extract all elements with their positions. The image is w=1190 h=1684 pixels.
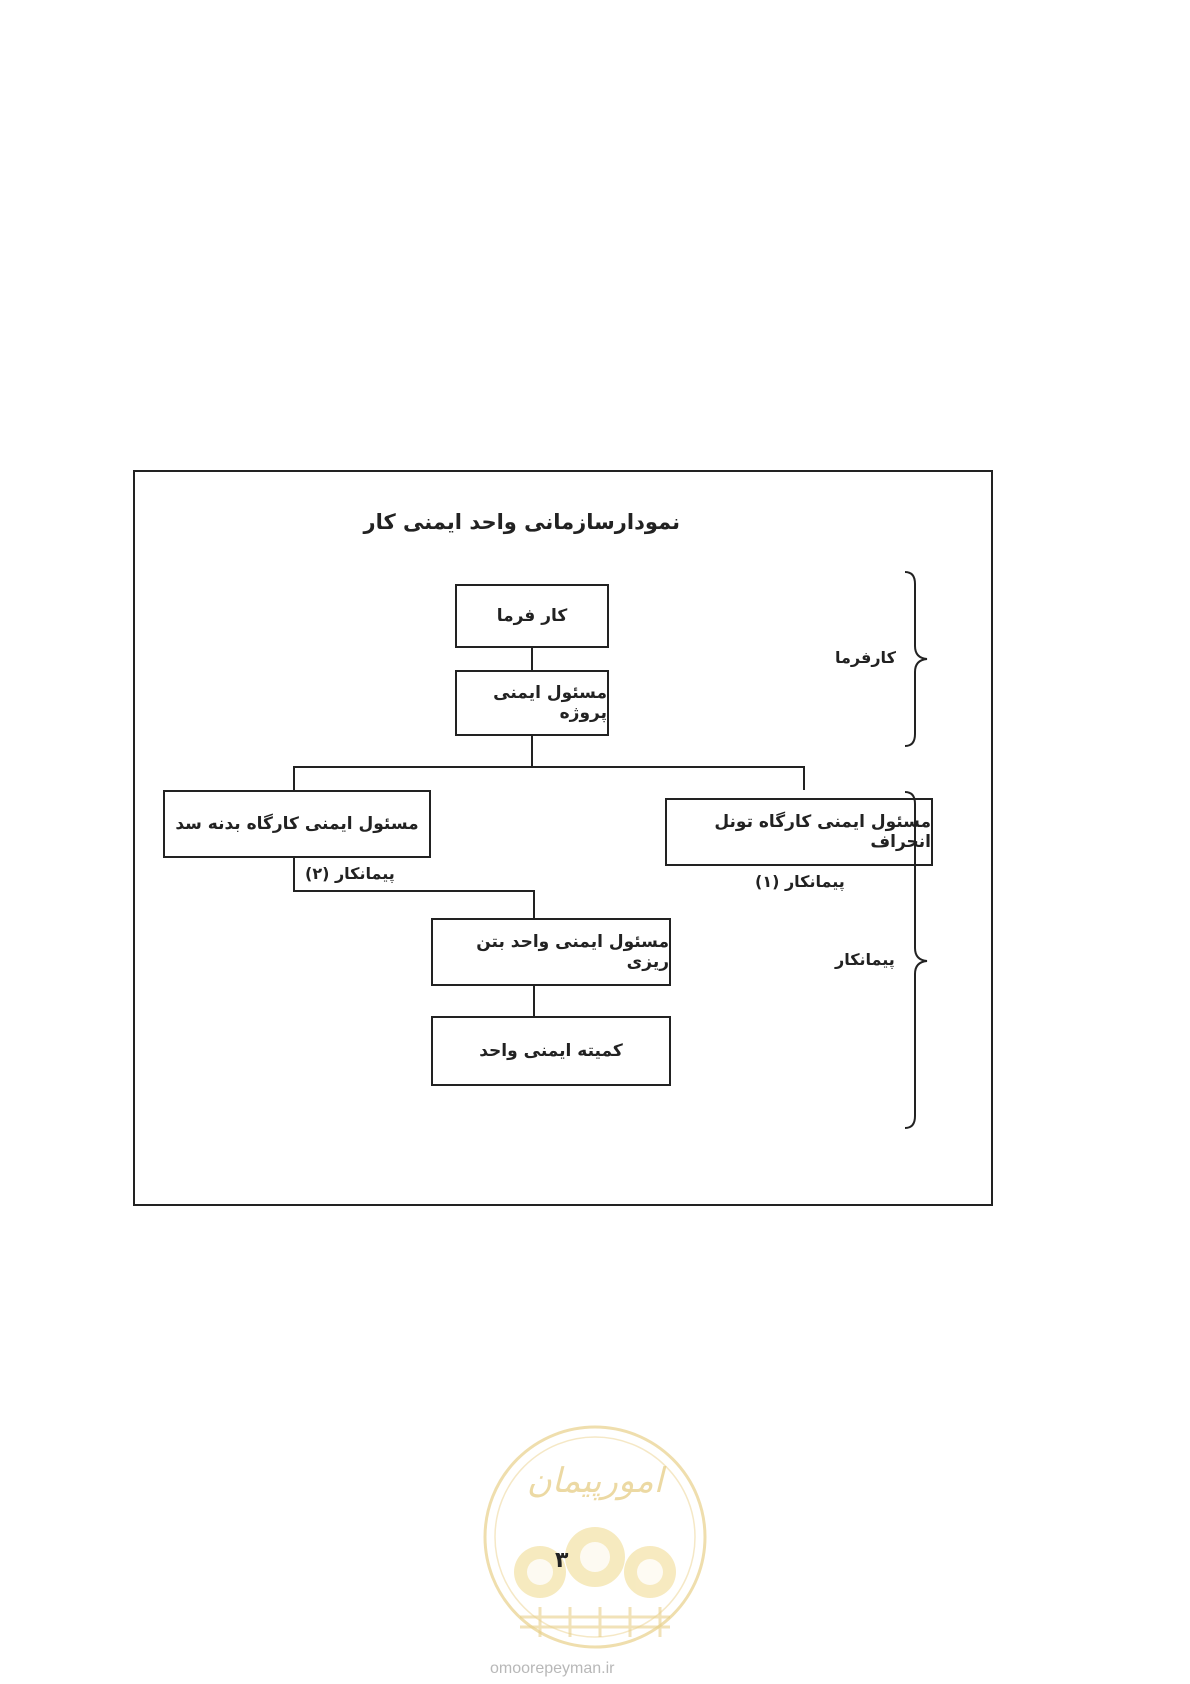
contractor-1-label: پیمانکار (۱) — [755, 872, 845, 891]
org-chart-title: نمودارسازمانی واحد ایمنی کار — [363, 510, 680, 534]
connector-line — [531, 648, 533, 670]
contractor-brace-icon — [903, 790, 933, 1130]
concrete-unit-safety-box: مسئول ایمنی واحد بتن ریزی — [431, 918, 671, 986]
project-safety-box: مسئول ایمنی پروژه — [455, 670, 609, 736]
omoorepeyman-seal-icon — [480, 1422, 710, 1652]
connector-line — [803, 766, 805, 790]
connector-line — [293, 858, 295, 892]
watermark-url: omoorepeyman.ir — [490, 1660, 615, 1677]
connector-line — [533, 986, 535, 1016]
employer-brace-icon — [903, 570, 933, 748]
connector-line — [293, 890, 535, 892]
contractor-2-label: پیمانکار (۲) — [305, 864, 395, 883]
connector-line — [293, 766, 805, 768]
contractor-group-label: پیمانکار — [835, 950, 895, 969]
svg-text:امورپیمان: امورپیمان — [526, 1461, 664, 1501]
org-chart-frame — [133, 470, 993, 1206]
connector-line — [293, 766, 295, 790]
dam-body-safety-box: مسئول ایمنی کارگاه بدنه سد — [163, 790, 431, 858]
unit-committee-box: کمیته ایمنی واحد — [431, 1016, 671, 1086]
tunnel-safety-box: مسئول ایمنی کارگاه تونل انحراف — [665, 798, 933, 866]
connector-line — [533, 890, 535, 918]
employer-group-label: کارفرما — [835, 648, 896, 667]
page-number: ۳ — [555, 1548, 569, 1573]
connector-line — [531, 736, 533, 766]
employer-box: کار فرما — [455, 584, 609, 648]
